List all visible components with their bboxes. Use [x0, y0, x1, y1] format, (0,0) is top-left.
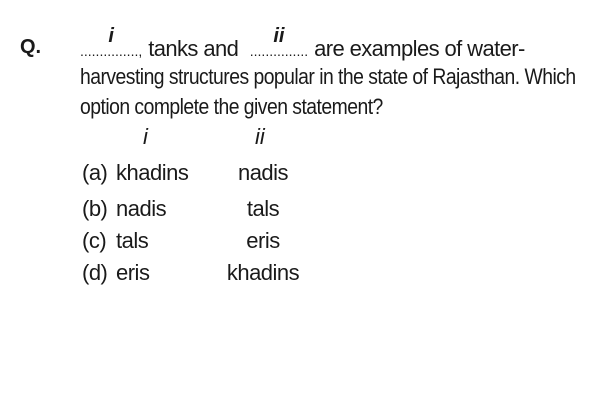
question-line-3: option complete the given statement?	[80, 94, 383, 119]
option-a-letter[interactable]: (a)	[82, 160, 108, 185]
question-line-2: harvesting structures popular in the state of Rajasthan. Which	[80, 64, 576, 89]
option-b-i: nadis	[116, 196, 167, 221]
question-number: Q.	[20, 36, 42, 58]
column-header-i: i	[143, 124, 148, 149]
blank-ii-label: ii	[273, 25, 285, 47]
question-text-1: tanks and	[148, 36, 239, 61]
blank-ii	[249, 25, 309, 59]
question-line-1	[80, 25, 525, 62]
blank-i	[80, 25, 143, 59]
option-a-ii: nadis	[237, 160, 289, 185]
blank-i-label: i	[108, 25, 114, 47]
option-c-letter[interactable]: (c)	[82, 228, 107, 253]
option-a-i: khadins	[116, 160, 189, 185]
option-c-i: tals	[116, 228, 149, 253]
question-text-2: are examples of water-	[314, 36, 525, 61]
option-d-ii: khadins	[226, 260, 300, 285]
option-c-ii: eris	[246, 228, 280, 253]
option-d-i: eris	[116, 260, 150, 285]
option-b-letter[interactable]: (b)	[82, 196, 108, 221]
column-header-ii: ii	[255, 124, 265, 149]
blank-i-dots: ...............,	[80, 43, 143, 59]
option-b-ii: tals	[246, 196, 280, 221]
blank-ii-dots: ...............	[249, 43, 309, 59]
option-d-letter[interactable]: (d)	[82, 260, 108, 285]
